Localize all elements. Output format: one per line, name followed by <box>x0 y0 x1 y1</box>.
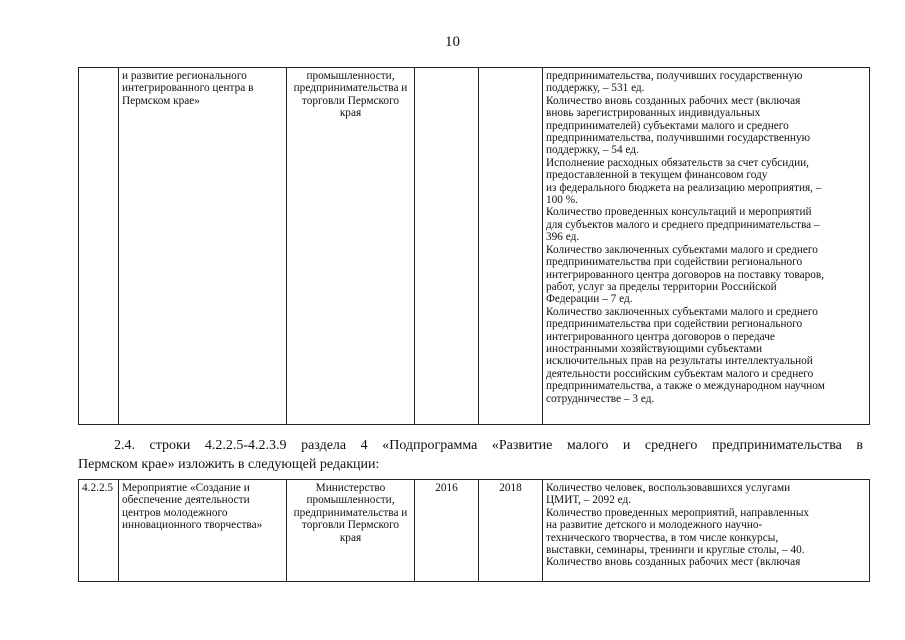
table-new-revision <box>78 479 870 582</box>
cell-end-year: 2018 <box>479 480 543 582</box>
result-line: Количество заключенных субъектами малого и среднего <box>546 305 818 318</box>
result-line: Количество проведенных мероприятий, направленных <box>546 506 810 519</box>
cell-code <box>79 68 119 425</box>
result-line: Количество человек, воспользовавшихся услугами <box>546 482 791 494</box>
page-number: 10 <box>445 34 460 50</box>
result-line: интегрированного центра договоров о передаче <box>546 330 775 343</box>
result-line: из федерального бюджета на реализацию мероприятия, – <box>546 181 822 194</box>
result-line: технического творчества, в том числе конкурсы, <box>546 531 779 544</box>
cell-executor: промышленности, предпринимательства и торговли Пермского края <box>287 68 415 425</box>
cell-activity: Мероприятие «Создание и обеспечение деятельности центров молодежного инновационного творчества» <box>119 480 287 582</box>
amendment-paragraph-line-2: Пермском крае» изложить в следующей редакции: <box>78 457 380 472</box>
result-line: предпринимательства, получивших государственную <box>546 70 803 82</box>
result-line: предоставленной в текущем финансовом году <box>546 169 768 182</box>
cell-executor: Министерство промышленности, предпринимательства и торговли Пермского края <box>287 480 415 582</box>
result-line: Федерации – 7 ед. <box>546 293 633 306</box>
result-line: 100 %. <box>546 194 579 207</box>
result-line: ЦМИТ, – 2092 ед. <box>546 494 632 507</box>
result-line: на развитие детского и молодежного научно- <box>546 519 763 532</box>
result-line: вновь зарегистрированных индивидуальных <box>546 107 761 120</box>
result-line: предпринимательства при содействии регионального <box>546 256 803 269</box>
table-row <box>79 68 870 425</box>
result-line: 396 ед. <box>546 231 580 244</box>
table-continuation <box>78 67 870 425</box>
result-line: исключительных прав на результаты интеллектуальной <box>546 355 813 368</box>
result-line: деятельности российским субъектам малого и среднего <box>546 367 814 380</box>
result-line: Количество заключенных субъектами малого и среднего <box>546 243 818 256</box>
result-line: предпринимательства, а также о международном научном <box>546 380 825 393</box>
result-line: работ, услуг за пределы территории Российской <box>546 280 777 293</box>
cell-results <box>543 480 870 582</box>
result-line: иностранными хозяйствующими субъектами <box>546 342 763 355</box>
cell-code: 4.2.2.5 <box>79 480 119 582</box>
result-line: Исполнение расходных обязательств за счет субсидии, <box>546 156 809 169</box>
amendment-paragraph-line-1: 2.4. строки 4.2.2.5-4.2.3.9 раздела 4 «Подпрограмма «Развитие малого и среднего предпринимательства в <box>114 438 863 453</box>
result-line: поддержку, – 54 ед. <box>546 144 639 157</box>
cell-start-year <box>415 68 479 425</box>
result-line: выставки, семинары, тренинги и круглые столы, – 40. <box>546 544 805 557</box>
result-line: интегрированного центра договоров на поставку товаров, <box>546 268 825 281</box>
result-line: Количество вновь созданных рабочих мест (включая <box>546 94 801 107</box>
result-line: для субъектов малого и среднего предпринимательства – <box>546 218 820 231</box>
cell-activity: и развитие регионального интегрированного центра в Пермском крае» <box>119 68 287 425</box>
cell-start-year: 2016 <box>415 480 479 582</box>
cell-results <box>543 68 870 425</box>
result-line: Количество проведенных консультаций и мероприятий <box>546 206 812 219</box>
table-row <box>79 480 870 582</box>
cell-end-year <box>479 68 543 425</box>
result-line: Количество вновь созданных рабочих мест (включая <box>546 556 801 569</box>
result-line: сотрудничестве – 3 ед. <box>546 392 655 405</box>
result-line: предпринимателей) субъектами малого и среднего <box>546 119 789 132</box>
result-line: поддержку, – 531 ед. <box>546 82 645 95</box>
result-line: предпринимательства, получившими государственную <box>546 132 811 145</box>
result-line: предпринимательства при содействии регионального <box>546 318 803 331</box>
